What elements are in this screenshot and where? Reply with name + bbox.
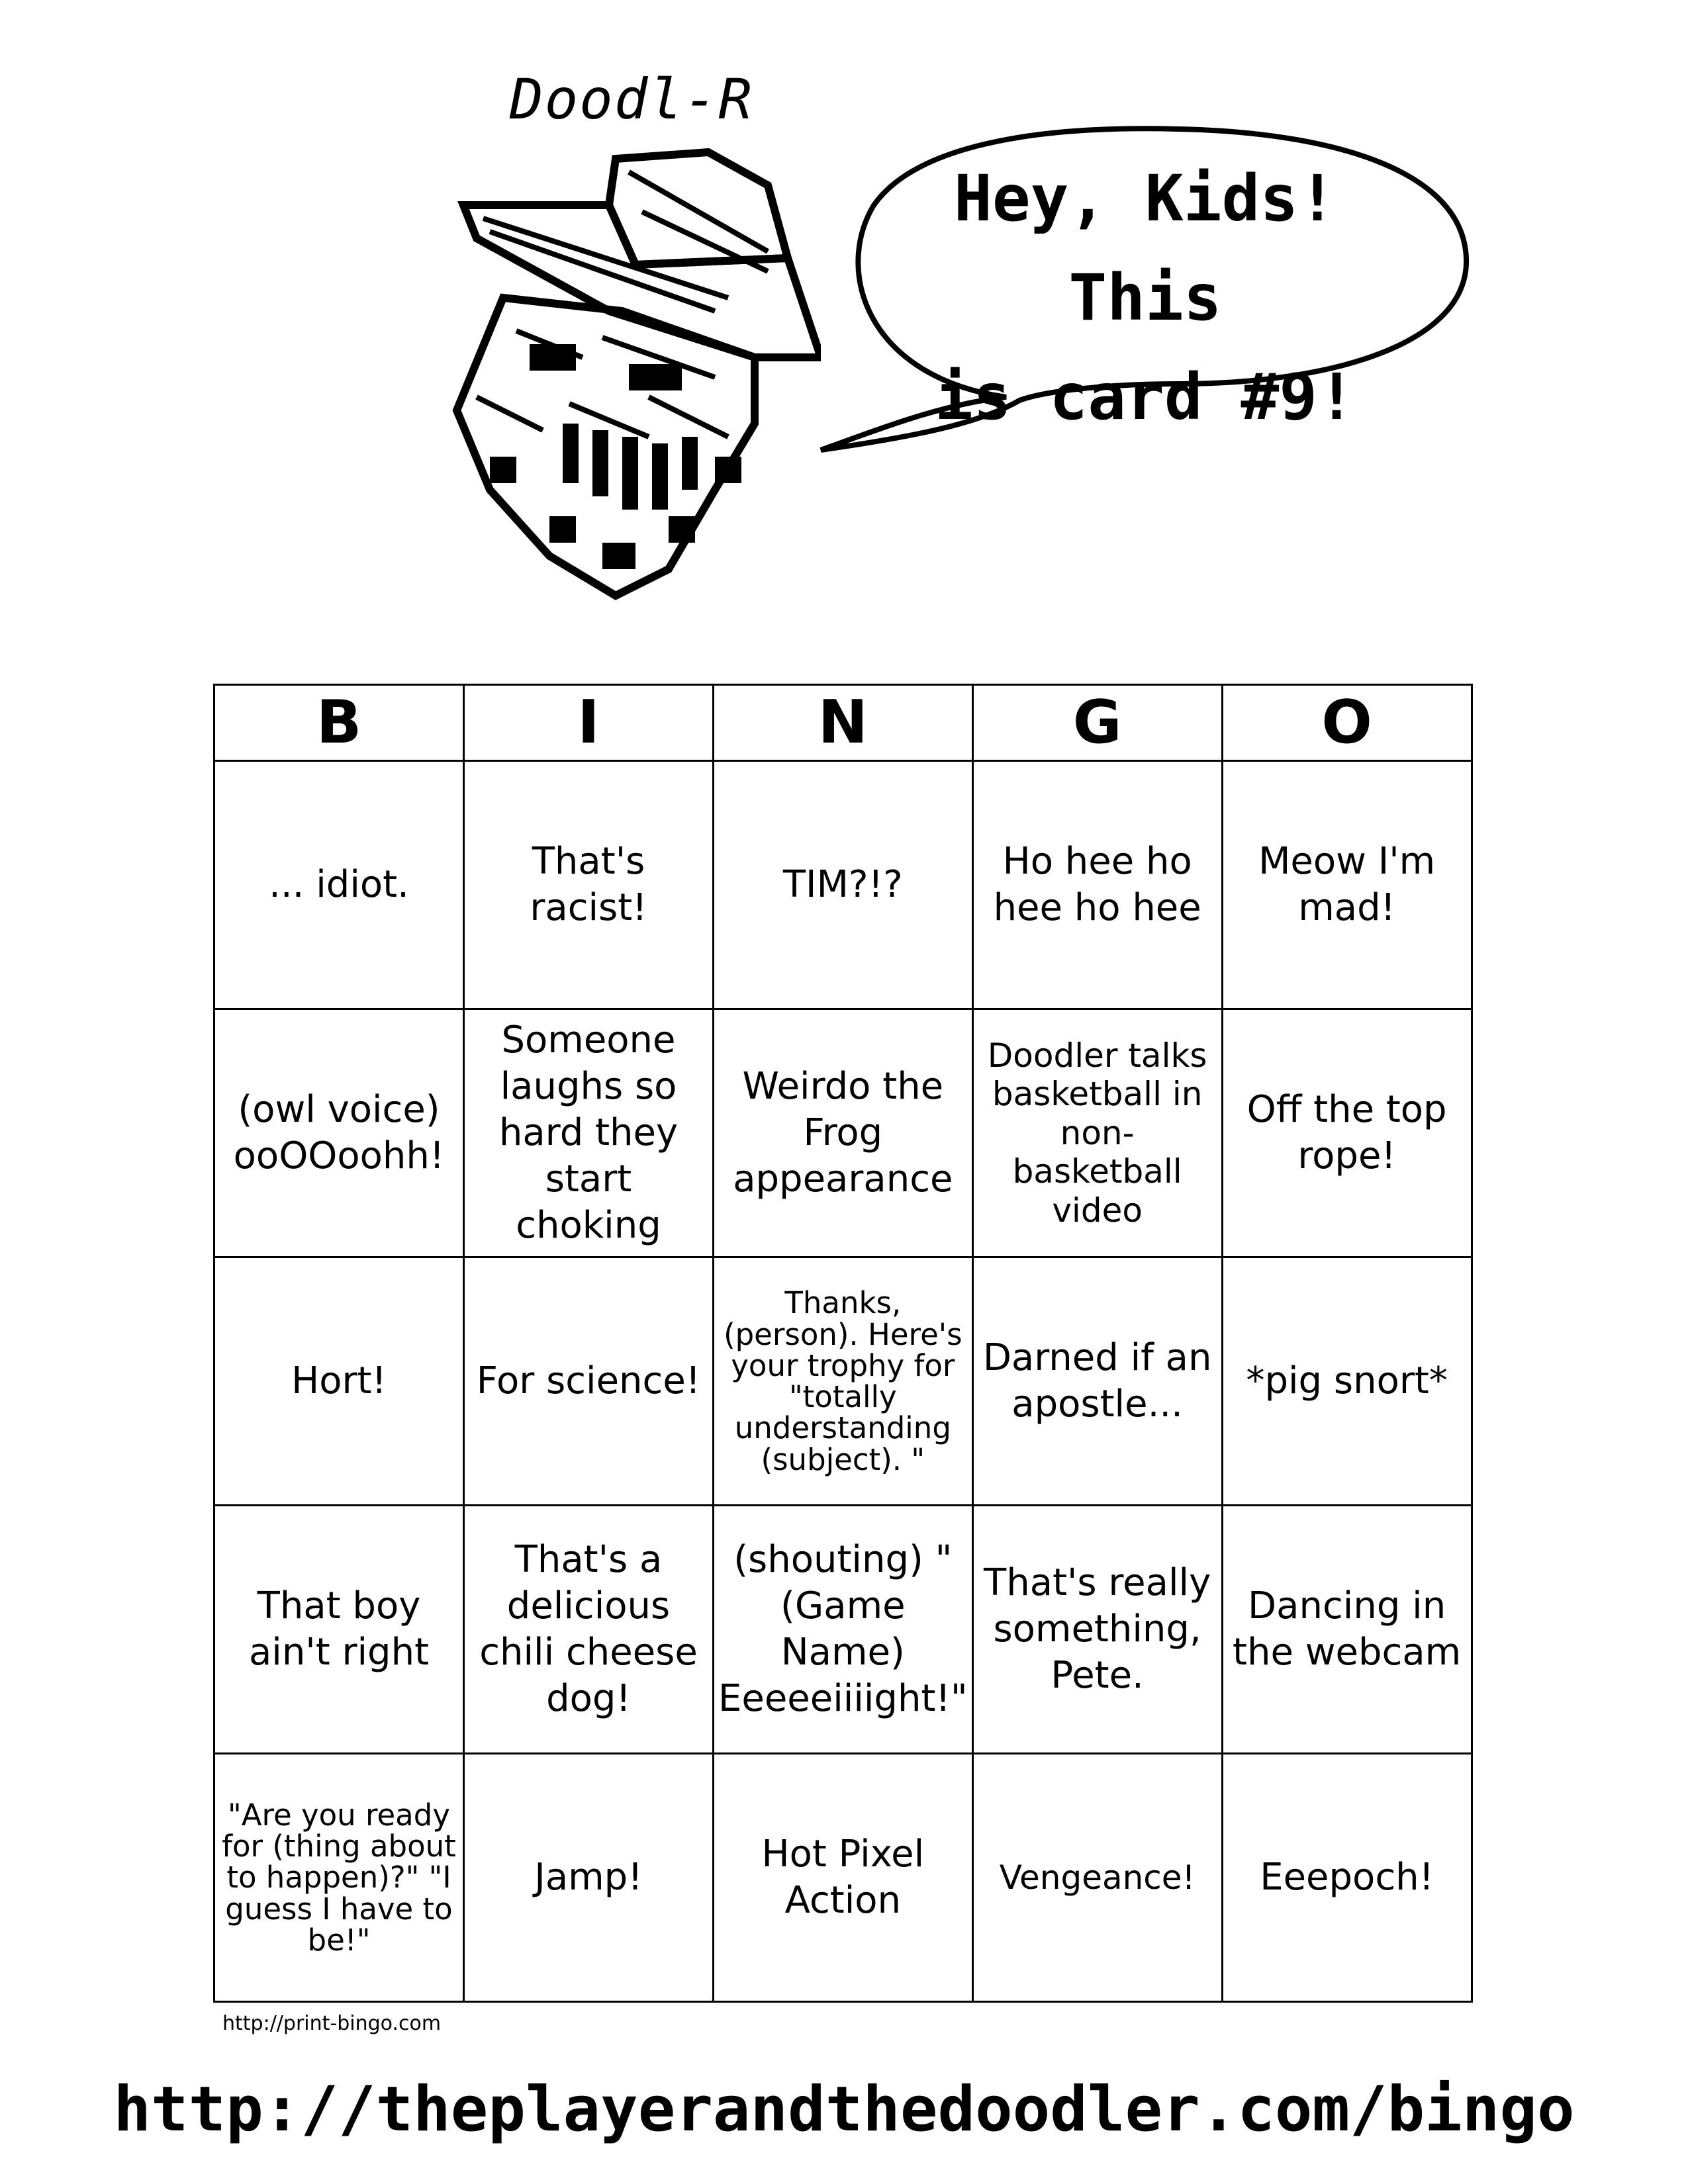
bingo-cell: ... idiot. [214,761,464,1009]
bingo-cell: That's really something, Pete. [972,1506,1222,1754]
speech-line-2: is card #9! [935,360,1356,434]
bingo-card [213,684,1473,2003]
bingo-cell: *pig snort* [1222,1257,1472,1506]
bingo-cell: That's a delicious chili cheese dog! [464,1506,714,1754]
bingo-cell: Vengeance! [972,1754,1222,2002]
bingo-cell: Ho hee ho hee ho hee [972,761,1222,1009]
bingo-cell: "Are you ready for (thing about to happen)?" "I guess I have to be!" [214,1754,464,2002]
bingo-cell: Darned if an apostle... [972,1257,1222,1506]
speech-line-1: Hey, Kids! This [954,161,1336,335]
bingo-cell: Weirdo the Frog appearance [714,1009,973,1257]
bingo-cell: That's racist! [464,761,714,1009]
credit-link[interactable]: http://print-bingo.com [222,2012,442,2035]
bingo-header-row [214,685,1472,761]
bingo-cell: Eeepoch! [1222,1754,1472,2002]
bingo-cell: Someone laughs so hard they start choking [464,1009,714,1257]
bingo-cell: TIM?!? [714,761,973,1009]
column-header-g: G [972,685,1222,761]
bingo-cell: Dancing in the webcam [1222,1506,1472,1754]
bingo-cell: For science! [464,1257,714,1506]
bingo-cell: Thanks, (person). Here's your trophy for "totally understanding (subject). " [714,1257,973,1506]
bingo-cell: Hot Pixel Action [714,1754,973,2002]
bingo-cell: (owl voice) ooOOoohh! [214,1009,464,1257]
bingo-cell: Hort! [214,1257,464,1506]
bingo-row [214,1754,1472,2002]
bingo-row [214,1506,1472,1754]
fedora-skull-mascot-icon [450,146,821,609]
logo-text: Doodl-R [510,67,754,132]
column-header-o: O [1222,685,1472,761]
bingo-cell: Jamp! [464,1754,714,2002]
speech-bubble-text [887,149,1403,434]
column-header-n: N [714,685,973,761]
bingo-cell: (shouting) "(Game Name) Eeeeeiiiight!" [714,1506,973,1754]
bingo-cell: Off the top rope! [1222,1009,1472,1257]
bingo-row [214,1009,1472,1257]
column-header-b: B [214,685,464,761]
bingo-row [214,1257,1472,1506]
bingo-cell: Doodler talks basketball in non-basketball video [972,1009,1222,1257]
footer-url-link[interactable]: http://theplayerandthedoodler.com/bingo [113,2073,1575,2146]
bingo-cell: That boy ain't right [214,1506,464,1754]
bingo-cell: Meow I'm mad! [1222,761,1472,1009]
column-header-i: I [464,685,714,761]
bingo-row [214,761,1472,1009]
